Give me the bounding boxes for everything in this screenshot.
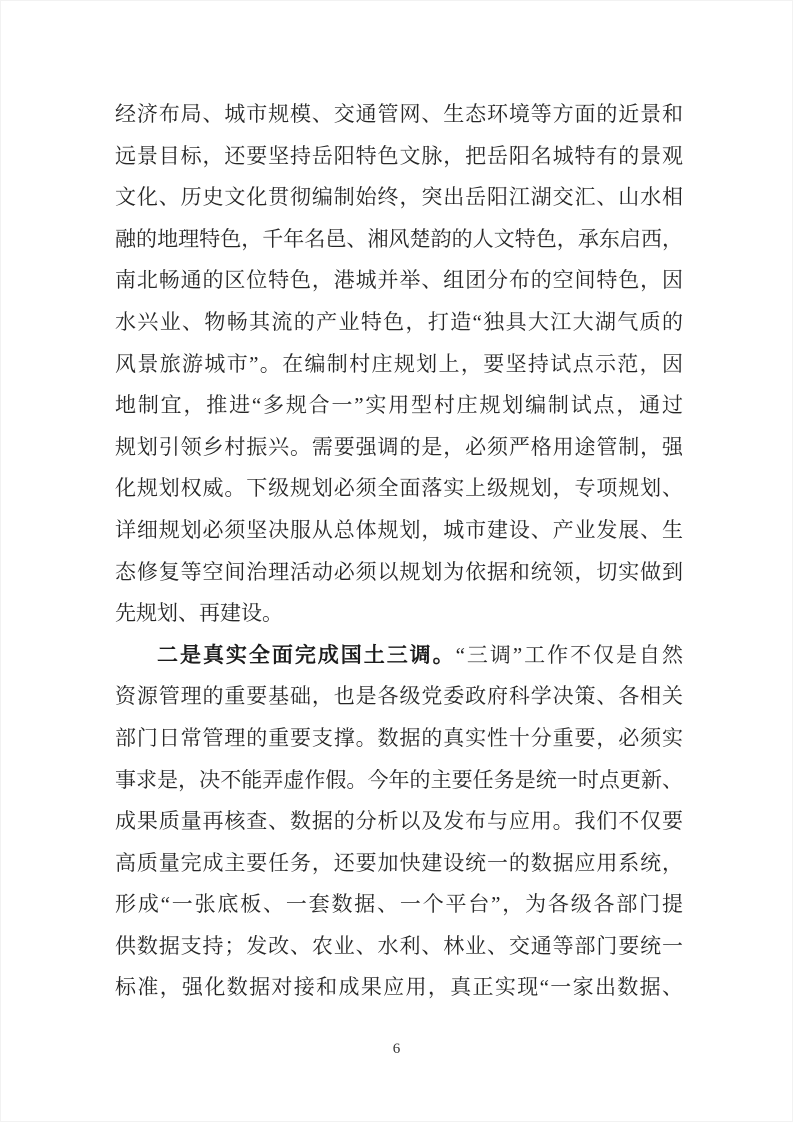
text-line: 水兴业、物畅其流的产业特色，打造“独具大江大湖气质的 [115,309,683,334]
document-text-block [115,94,683,1009]
page-number: 6 [392,1041,401,1057]
text-line: 先规划、再建设。 [115,601,283,626]
text-line: 远景目标，还要坚持岳阳特色文脉，把岳阳名城特有的景观 [115,143,683,168]
text-line: 形成“一张底板、一套数据、一个平台”，为各级各部门提 [115,892,683,917]
text-line: 标准，强化数据对接和成果应用，真正实现“一家出数据、 [115,975,683,1000]
text-line: 化规划权威。下级规划必须全面落实上级规划，专项规划、 [115,476,683,501]
text-line: 成果质量再核查、数据的分析以及发布与应用。我们不仅要 [115,809,683,834]
text-line: 事求是，决不能弄虚作假。今年的主要任务是统一时点更新、 [115,767,683,792]
text-line: 部门日常管理的重要支撑。数据的真实性十分重要，必须实 [115,725,683,750]
text-line: 态修复等空间治理活动必须以规划为依据和统领，切实做到 [115,559,683,584]
text-line: 详细规划必须坚决服从总体规划，城市建设、产业发展、生 [115,517,683,542]
text-line: 资源管理的重要基础，也是各级党委政府科学决策、各相关 [115,684,683,709]
text-line: 高质量完成主要任务，还要加快建设统一的数据应用系统， [115,850,683,875]
text-line-paragraph-lead [115,635,683,677]
text-line: 融的地理特色，千年名邑、湘风楚韵的人文特色，承东启西， [115,226,683,251]
text-line: 经济布局、城市规模、交通管网、生态环境等方面的近景和 [115,102,683,126]
text-line: 文化、历史文化贯彻编制始终，突出岳阳江湖交汇、山水相 [115,185,683,210]
text-line: 供数据支持；发改、农业、水利、林业、交通等部门要统一 [115,933,683,958]
paragraph-lead-bold-text: 二是真实全面完成国土三调。 [157,643,456,667]
text-line: 地制宜，推进“多规合一”实用型村庄规划编制试点，通过 [115,393,683,418]
paragraph-lead-rest-text: “三调”工作不仅是自然 [455,642,683,667]
text-line: 风景旅游城市”。在编制村庄规划上，要坚持试点示范，因 [115,351,683,376]
text-line: 南北畅通的区位特色，港城并举、组团分布的空间特色，因 [115,268,683,293]
text-line: 规划引领乡村振兴。需要强调的是，必须严格用途管制，强 [115,434,683,459]
